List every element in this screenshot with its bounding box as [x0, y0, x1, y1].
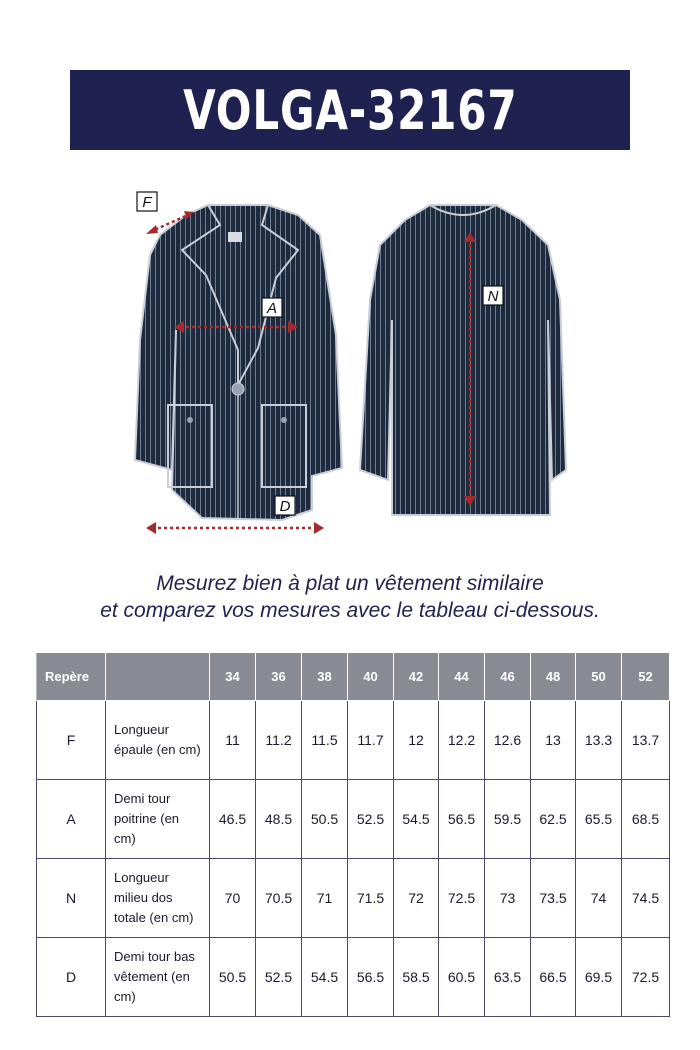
jacket-front	[135, 205, 342, 520]
label-f	[137, 192, 157, 211]
row-marker: A	[37, 780, 106, 859]
size-value: 70.5	[256, 859, 302, 938]
size-value: 48.5	[256, 780, 302, 859]
header-size: 48	[531, 653, 576, 701]
size-value: 62.5	[531, 780, 576, 859]
size-value: 74	[576, 859, 622, 938]
jacket-back	[360, 205, 566, 515]
size-value: 69.5	[576, 938, 622, 1017]
measure-arrow-d	[146, 522, 324, 534]
size-value: 58.5	[394, 938, 439, 1017]
size-value: 60.5	[439, 938, 485, 1017]
size-value: 11.2	[256, 701, 302, 780]
size-value: 11.7	[348, 701, 394, 780]
size-value: 46.5	[210, 780, 256, 859]
row-description: Longueur milieu dos totale (en cm)	[106, 859, 210, 938]
size-value: 11	[210, 701, 256, 780]
row-description: Demi tour bas vêtement (en cm)	[106, 938, 210, 1017]
size-chart-table	[36, 652, 670, 1017]
header-size: 38	[302, 653, 348, 701]
size-value: 50.5	[210, 938, 256, 1017]
size-value: 56.5	[348, 938, 394, 1017]
size-value: 71.5	[348, 859, 394, 938]
table-row	[37, 938, 670, 1017]
row-marker: D	[37, 938, 106, 1017]
row-marker: N	[37, 859, 106, 938]
size-value: 54.5	[394, 780, 439, 859]
size-value: 52.5	[256, 938, 302, 1017]
header-size: 36	[256, 653, 302, 701]
measuring-instructions	[0, 570, 700, 624]
size-value: 73.5	[531, 859, 576, 938]
table-row	[37, 859, 670, 938]
size-value: 50.5	[302, 780, 348, 859]
size-value: 73	[485, 859, 531, 938]
header-size: 44	[439, 653, 485, 701]
header-size: 52	[622, 653, 670, 701]
svg-text:D: D	[279, 498, 291, 515]
svg-text:N: N	[487, 288, 499, 305]
product-title: VOLGA-32167	[182, 78, 518, 142]
size-value: 52.5	[348, 780, 394, 859]
table-row	[37, 701, 670, 780]
size-value: 74.5	[622, 859, 670, 938]
instruction-line-2: et comparez vos mesures avec le tableau ci-dessous.	[100, 599, 600, 622]
label-a	[262, 298, 282, 317]
size-value: 59.5	[485, 780, 531, 859]
header-size: 50	[576, 653, 622, 701]
row-description: Demi tour poitrine (en cm)	[106, 780, 210, 859]
header-size: 40	[348, 653, 394, 701]
size-value: 72	[394, 859, 439, 938]
size-value: 13.7	[622, 701, 670, 780]
size-value: 13	[531, 701, 576, 780]
size-value: 66.5	[531, 938, 576, 1017]
size-value: 65.5	[576, 780, 622, 859]
garment-illustration	[0, 180, 700, 550]
label-n	[483, 286, 503, 305]
title-banner	[70, 70, 630, 150]
table-row	[37, 780, 670, 859]
header-size: 46	[485, 653, 531, 701]
size-value: 68.5	[622, 780, 670, 859]
size-value: 12	[394, 701, 439, 780]
svg-text:A: A	[266, 300, 278, 317]
size-value: 12.6	[485, 701, 531, 780]
svg-text:F: F	[142, 194, 152, 211]
header-marker: Repère	[37, 653, 106, 701]
size-value: 13.3	[576, 701, 622, 780]
size-value: 70	[210, 859, 256, 938]
header-description	[106, 653, 210, 701]
instruction-line-1: Mesurez bien à plat un vêtement similaire	[156, 572, 544, 595]
size-value: 72.5	[622, 938, 670, 1017]
size-value: 11.5	[302, 701, 348, 780]
header-size: 34	[210, 653, 256, 701]
table-header-row	[37, 653, 670, 701]
size-value: 72.5	[439, 859, 485, 938]
label-d	[275, 496, 295, 515]
size-value: 54.5	[302, 938, 348, 1017]
size-value: 71	[302, 859, 348, 938]
size-value: 56.5	[439, 780, 485, 859]
row-description: Longueur épaule (en cm)	[106, 701, 210, 780]
size-value: 63.5	[485, 938, 531, 1017]
row-marker: F	[37, 701, 106, 780]
size-value: 12.2	[439, 701, 485, 780]
header-size: 42	[394, 653, 439, 701]
